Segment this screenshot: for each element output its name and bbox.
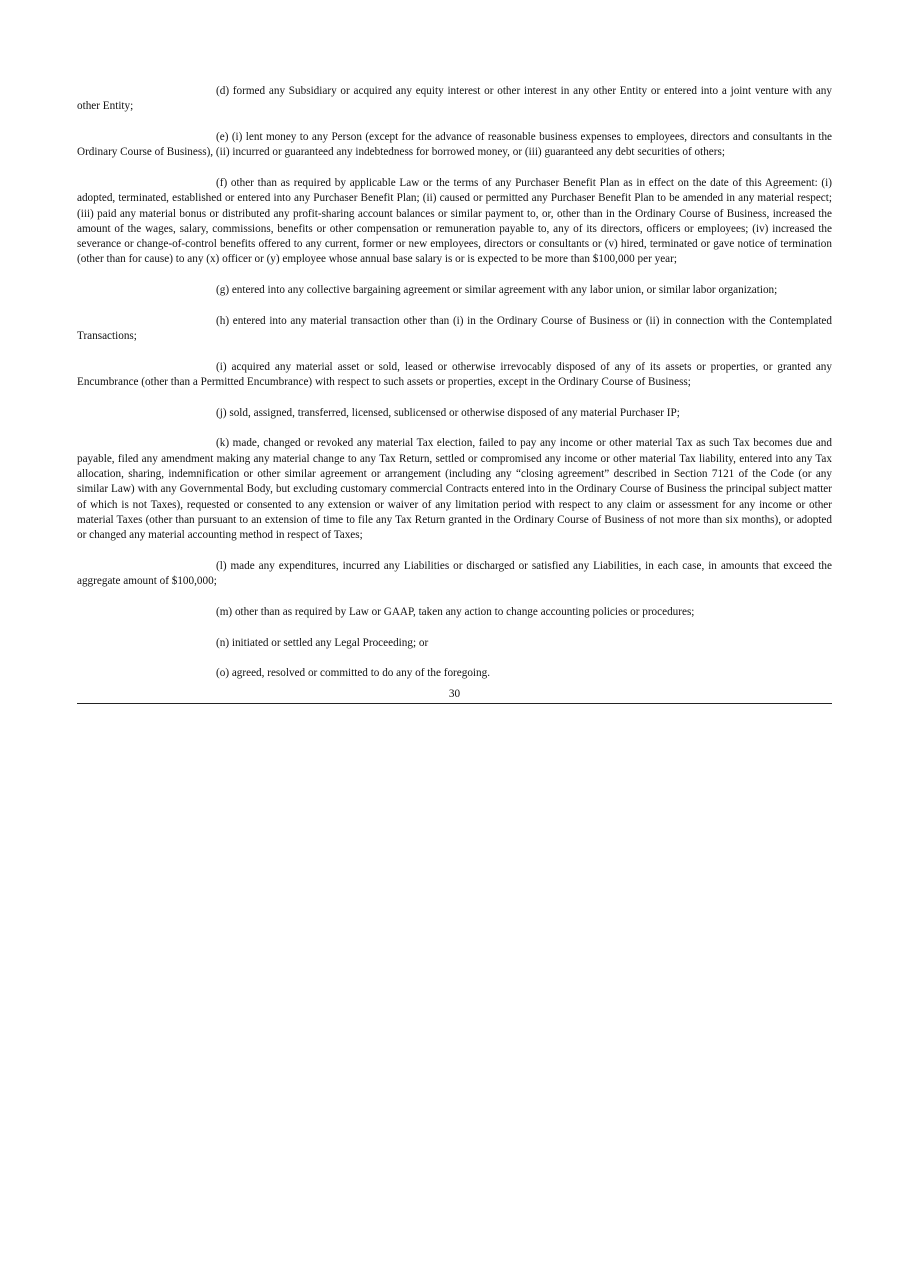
clause-f: (f) other than as required by applicable Law or the terms of any Purchaser Benefit Plan as in effect on the date of this Agreement: (i) adopted, terminated, established or entered into any Purchaser Benefit Plan; (ii) caused or permitted any Purchaser Benefit Plan to be amended in any material respect; (iii) paid any material bonus or distributed any profit-sharing account balances or similar payment to, or, other than in the Ordinary Course of Business, increased the amount of the wages, salary, commissions, benefits or other compensation or remuneration payable to, any of its directors, officers or employees; (iv) increased the severance or change-of-control benefits offered to any current, former or new employees, directors or consultants or (v) hired, terminated or gave notice of termination (other than for cause) to any (x) officer or (y) employee whose annual base salary is or is expected to be more than $100,000 per year; [77, 176, 832, 266]
clause-n: (n) initiated or settled any Legal Proceeding; or [216, 636, 429, 649]
document-page [77, 84, 832, 704]
clause-l: (l) made any expenditures, incurred any Liabilities or discharged or satisfied any Liabilities, in each case, in amounts that exceed the aggregate amount of $100,000; [77, 559, 832, 588]
clause-e: (e) (i) lent money to any Person (except for the advance of reasonable business expenses to employees, directors and consultants in the Ordinary Course of Business), (ii) incurred or guaranteed any indebtedness for borrowed money, or (iii) guaranteed any debt securities of others; [77, 130, 832, 159]
clause-i: (i) acquired any material asset or sold, leased or otherwise irrevocably disposed of any of its assets or properties, or granted any Encumbrance (other than a Permitted Encumbrance) with respect to such assets or properties, except in the Ordinary Course of Business; [77, 360, 832, 389]
clause-h: (h) entered into any material transaction other than (i) in the Ordinary Course of Business or (ii) in connection with the Contemplated Transactions; [77, 314, 832, 343]
footer-rule [77, 703, 832, 704]
clause-d: (d) formed any Subsidiary or acquired any equity interest or other interest in any other Entity or entered into a joint venture with any other Entity; [77, 85, 832, 113]
clause-k: (k) made, changed or revoked any material Tax election, failed to pay any income or other material Tax as such Tax becomes due and payable, filed any amendment making any material change to any Tax Return, settled or compromised any income or other material Tax liability, entered into any Tax allocation, sharing, indemnification or other similar agreement or arrangement (including any “closing agreement” described in Section 7121 of the Code (or any similar Law) with any Governmental Body, but excluding customary commercial Contracts entered into in the Ordinary Course of Business the principal subject matter of which is not Taxes), requested or consented to any extension or waiver of any limitation period with respect to any claim or assessment for any income or other material Taxes (other than pursuant to an extension of time to file any Tax Return granted in the Ordinary Course of Business of not more than six months), or adopted or changed any material accounting method in respect of Taxes; [77, 437, 832, 542]
clause-m: (m) other than as required by Law or GAAP, taken any action to change accounting policies or procedures; [216, 605, 695, 618]
clause-g: (g) entered into any collective bargaining agreement or similar agreement with any labor union, or similar labor organization; [216, 284, 778, 297]
clause-o: (o) agreed, resolved or committed to do any of the foregoing. [216, 667, 491, 680]
clause-j: (j) sold, assigned, transferred, licensed, sublicensed or otherwise disposed of any material Purchaser IP; [216, 406, 680, 419]
page-number: 30 [448, 687, 461, 700]
